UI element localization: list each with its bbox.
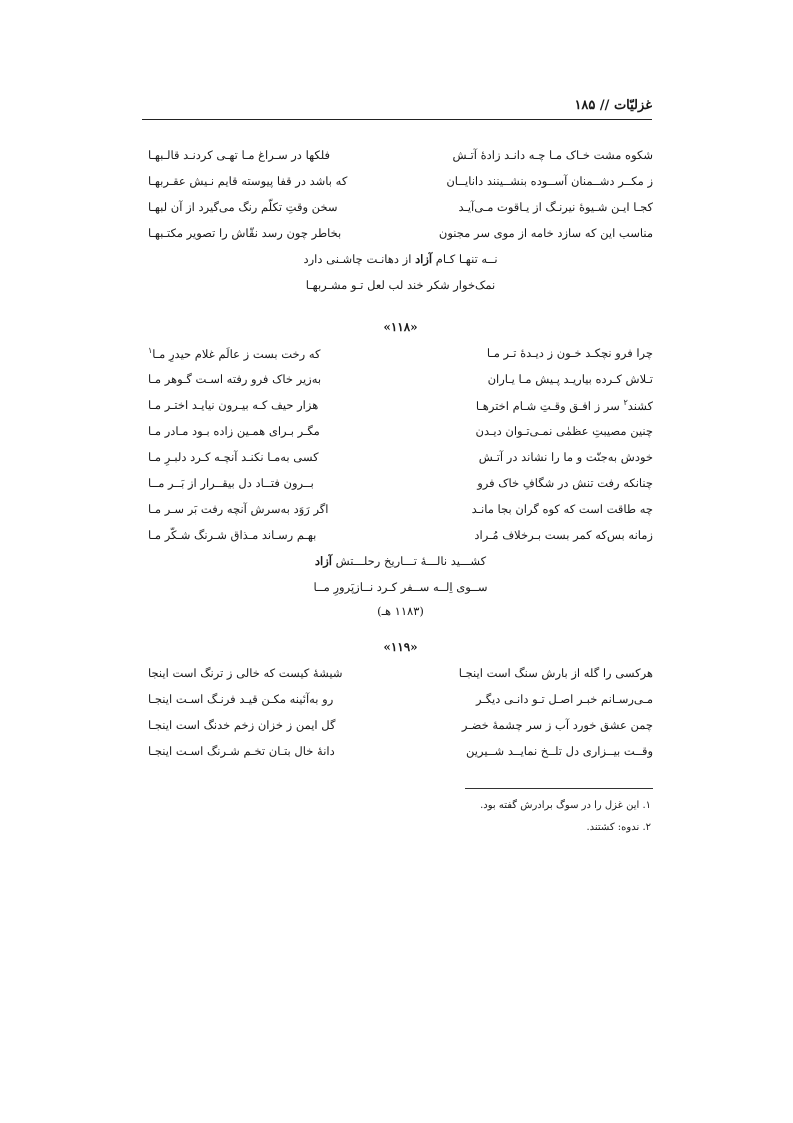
closing-text: کشـــید نالـــهٔ تـــاریخ رحلـــتش bbox=[331, 554, 487, 568]
hemistich-second: مگـر بـرای همـین زاده بـود مـادر مـا bbox=[148, 424, 320, 438]
hemistich-first: چنین مصیبتِ عظمٰی نمـی‌تـوان دیـدن bbox=[475, 424, 653, 438]
couplet bbox=[148, 666, 653, 688]
couplet bbox=[148, 502, 653, 524]
couplet bbox=[148, 424, 653, 446]
hemistich-second: رو به‌آئینه مکـن قیـد فرنـگ اسـت اینجـا bbox=[148, 692, 334, 706]
hemistich-first: خودش به‌جنّت و ما را نشاند در آتـش bbox=[478, 450, 653, 464]
hemistich-first: کجـا ایـن شـیوهٔ نیرنـگ از یـاقوت مـی‌آیـد bbox=[458, 200, 653, 214]
hemistich-second: هزار حیف کـه بیـرون نیایـد اختـر مـا bbox=[148, 398, 319, 412]
hemistich-second: شیشهٔ کیست که خالی ز ترنگ است اینجا bbox=[148, 666, 343, 680]
hemistich-text: سر ز افـق وقـتِ شـام اخترهـا bbox=[475, 398, 624, 413]
couplet bbox=[148, 226, 653, 248]
hemistich-text: کشند bbox=[627, 398, 653, 413]
couplet bbox=[148, 528, 653, 550]
closing-line: نمک‌خوار شکر خند لب لعل تـو مشـربهـا bbox=[305, 278, 496, 292]
couplet bbox=[148, 744, 653, 766]
hemistich-second bbox=[148, 346, 321, 361]
footnote: ۱. این غزل را در سوگ برادرش گفته بود. bbox=[480, 800, 651, 811]
hemistich-first: شکوه مشت خـاک مـا چـه دانـد زادهٔ آتـش bbox=[452, 148, 653, 162]
couplet bbox=[148, 398, 653, 420]
hemistich-first: مـی‌رسـانم خبـر اصـل تـو دانـی دیگـر bbox=[475, 692, 653, 706]
hemistich-second: به‌زیر خاک فرو رفته اسـت گـوهر مـا bbox=[148, 372, 322, 386]
hemistich-second: بــرون فتــاد دل بیقــرار از بَــر مــا bbox=[148, 476, 314, 490]
footnote-ref: ۱ bbox=[148, 346, 153, 355]
closing-line bbox=[148, 554, 653, 568]
couplet bbox=[148, 174, 653, 196]
hemistich-first: وقــت بیــزاری دل تلــخ نمایــد شــیرین bbox=[466, 744, 653, 758]
footnote: ۲. ندوه: کشتند. bbox=[586, 822, 651, 833]
footnote-rule bbox=[465, 788, 653, 789]
header-rule bbox=[142, 119, 652, 120]
hemistich-second: اگر رَوَد به‌سرش آنچه رفت بَر سـر مـا bbox=[148, 502, 329, 516]
couplet bbox=[148, 476, 653, 498]
hemistich-second: که باشد در قفا پیوسته قایم نـیش عقـربهـا bbox=[148, 174, 348, 188]
hemistich-second: بخاطر چون رسد نقّاش را تصویر مکتـبهـا bbox=[148, 226, 342, 240]
closing-line: ســوی اِلــه ســفر کـرد نــازپَرورِ مــا bbox=[313, 580, 488, 594]
hemistich-first: هرکسی را گله از بارش سنگ است اینجـا bbox=[458, 666, 653, 680]
couplet bbox=[148, 346, 653, 368]
hemistich-second: فلکها در سـراغ مـا تهـی کردنـد قالـبهـا bbox=[148, 148, 331, 162]
page-header bbox=[142, 94, 652, 120]
hemistich-first: چنانکه رفت تنش در شگافِ خاک فرو bbox=[477, 476, 653, 490]
poet-name: آزاد bbox=[314, 554, 332, 568]
poem-date: (۱۱۸۳ هـ) bbox=[377, 604, 424, 618]
poem-number: «۱۱۸» bbox=[383, 320, 418, 334]
closing-text: از دهانـت چاشـنی دارد bbox=[303, 252, 416, 266]
running-title: غزلیّات // ۱۸۵ bbox=[574, 98, 652, 113]
hemistich-first: چه طاقت است که کوه گران بجا مانـد bbox=[471, 502, 653, 516]
footnote-ref: ۲ bbox=[623, 398, 628, 407]
poet-name: آزاد bbox=[415, 252, 433, 266]
hemistich-text: که رخت بست ز عالَم غلام حیدرِ مـا bbox=[152, 346, 321, 361]
hemistich-second: گل ایمن ز خزان زخم خدنگ است اینجـا bbox=[148, 718, 336, 732]
hemistich-second: دانهٔ خال بتـان تخـم شـرنگ اسـت اینجـا bbox=[148, 744, 335, 758]
closing-line bbox=[148, 252, 653, 266]
poem-number: «۱۱۹» bbox=[383, 640, 418, 654]
couplet bbox=[148, 200, 653, 222]
closing-text: نــه تنهـا کـام bbox=[432, 252, 498, 266]
couplet bbox=[148, 692, 653, 714]
hemistich-first: تـلاش کـرده بیاریـد پـیش مـا یـاران bbox=[487, 372, 653, 386]
hemistich-first: مناسب این که سازد خامه از موی سر مجنون bbox=[438, 226, 653, 240]
hemistich-first: چرا فرو نچکـد خـون ز دیـدهٔ تـر مـا bbox=[486, 346, 653, 360]
couplet bbox=[148, 372, 653, 394]
couplet bbox=[148, 718, 653, 740]
hemistich-first: زمانه بس‌که کمر بست بـرخلاف مُـراد bbox=[474, 528, 653, 542]
hemistich-second: کسی به‌مـا نکنـد آنچـه کـرد دلبـرِ مـا bbox=[148, 450, 319, 464]
hemistich-first: چمن عشق خورد آب ز سر چشمهٔ خضـر bbox=[461, 718, 653, 732]
couplet bbox=[148, 450, 653, 472]
hemistich-second: سخن وقتِ تکلّم رنگ می‌گیرد از آن لبهـا bbox=[148, 200, 338, 214]
hemistich-second: بهـم رسـاند مـذاق شـرنگ شـکّر مـا bbox=[148, 528, 317, 542]
couplet bbox=[148, 148, 653, 170]
hemistich-first bbox=[476, 398, 653, 413]
hemistich-first: ز مکــر دشــمنان آســوده بنشــینند دانایــان bbox=[446, 174, 653, 188]
